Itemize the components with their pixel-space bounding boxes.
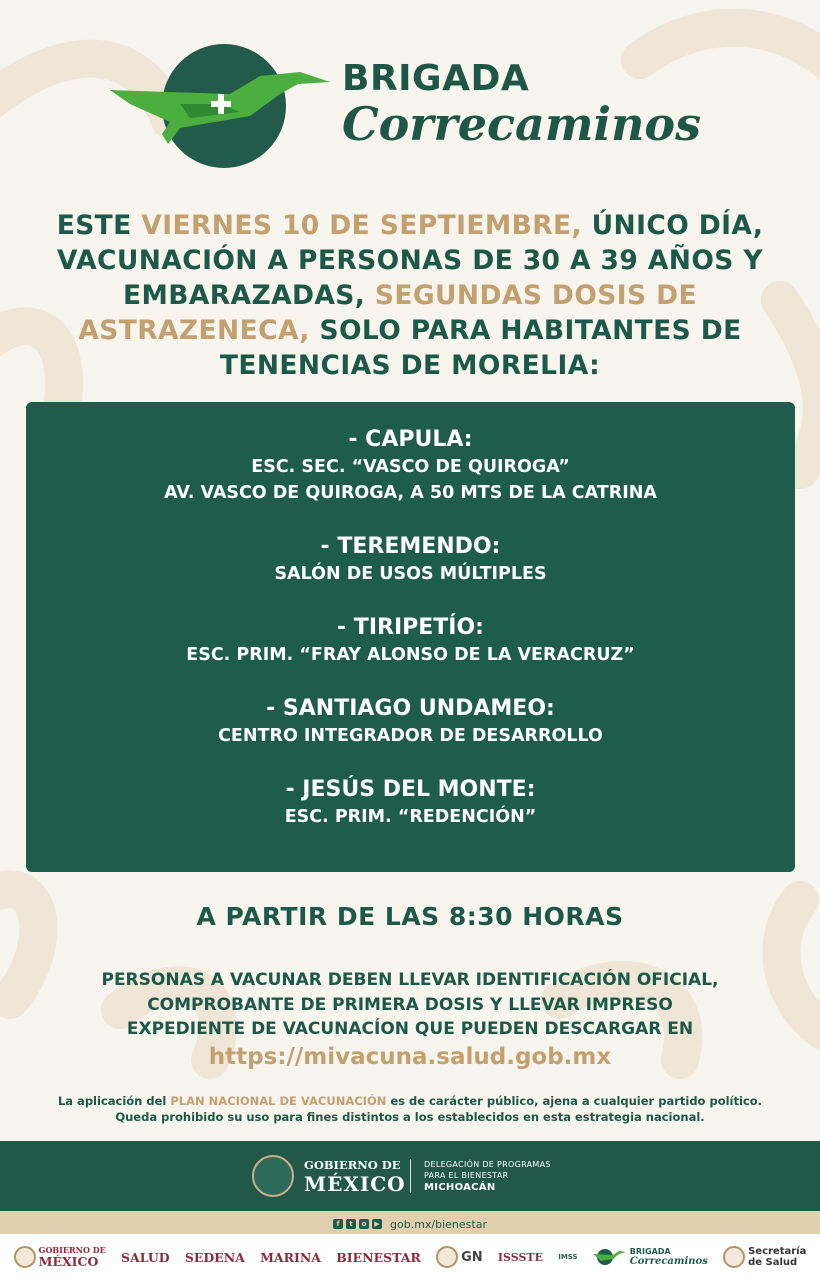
requirements-line-2: COMPROBANTE DE PRIMERA DOSIS Y LLEVAR IMPRESO	[147, 994, 673, 1015]
brigada-logo	[110, 42, 730, 172]
headline	[30, 208, 790, 383]
headline-part-1: ESTE	[56, 210, 142, 241]
logo-brigada-line-1: BRIGADA	[629, 1247, 671, 1256]
location-line: SALÓN DE USOS MÚLTIPLES	[274, 564, 547, 584]
footer-government-band	[0, 1141, 820, 1211]
social-links	[333, 1218, 487, 1231]
delegacion-text	[424, 1160, 551, 1194]
logo-gob-line-2: MÉXICO	[38, 1254, 99, 1269]
requirements	[20, 968, 800, 1072]
gn-seal-icon	[436, 1246, 458, 1268]
brand-line-2: Correcaminos	[342, 97, 702, 151]
divider	[410, 1159, 411, 1193]
disclaimer-plan: PLAN NACIONAL DE VACUNACIÓN	[170, 1094, 387, 1108]
location-item	[26, 614, 795, 668]
logo-ss-line-1: Secretaría	[748, 1246, 807, 1257]
location-line: ESC. SEC. “VASCO DE QUIROGA”	[251, 457, 570, 477]
brand-line-1: BRIGADA	[342, 58, 530, 99]
logo-gobierno-mexico	[14, 1246, 106, 1268]
headline-part-5: SOLO PARA HABITANTES DE TENENCIAS DE MORELIA:	[219, 315, 742, 381]
logo-sedena-text: SEDENA	[184, 1249, 245, 1265]
logo-salud	[121, 1251, 170, 1264]
gobierno-line-2: MÉXICO	[304, 1172, 406, 1196]
national-seal-icon	[252, 1155, 294, 1197]
seal-icon	[14, 1246, 36, 1268]
disclaimer-c: es de carácter público, ajena a cualquier partido político.	[386, 1094, 763, 1108]
logo-imss	[558, 1253, 577, 1261]
location-line: ESC. PRIM. “REDENCIÓN”	[284, 807, 537, 827]
bienestar-link[interactable]: gob.mx/bienestar	[390, 1217, 487, 1231]
logo-bienestar	[336, 1251, 421, 1264]
logo-brigada-line-2: Correcaminos	[629, 1256, 708, 1267]
location-line: CENTRO INTEGRADOR DE DESARROLLO	[218, 726, 603, 746]
logo-brigada	[593, 1247, 708, 1267]
instagram-icon[interactable]: o	[359, 1219, 369, 1229]
facebook-icon[interactable]: f	[333, 1219, 343, 1229]
location-title: - TIRIPETÍO:	[337, 615, 484, 640]
logo-imss-text: IMSS	[558, 1253, 578, 1261]
location-item	[26, 426, 795, 506]
twitter-icon[interactable]: t	[346, 1219, 356, 1229]
delegacion-line-3: MICHOACÁN	[424, 1182, 496, 1193]
logo-marina-text: MARINA	[260, 1249, 321, 1265]
disclaimer-a: La aplicación del	[57, 1094, 171, 1108]
logo-gn-text: GN	[461, 1249, 483, 1265]
locations-panel	[26, 402, 795, 872]
schedule-text: A PARTIR DE LAS 8:30 HORAS	[196, 902, 624, 931]
location-item	[26, 695, 795, 749]
requirements-line-3: EXPEDIENTE DE VACUNACÍON QUE PUEDEN DESCARGAR EN	[126, 1019, 694, 1039]
michoacan-seal-icon	[723, 1246, 745, 1268]
vaccine-url-link[interactable]: https://mivacuna.salud.gob.mx	[208, 1043, 612, 1070]
requirements-line-1: PERSONAS A VACUNAR DEBEN LLEVAR IDENTIFICACIÓN OFICIAL,	[101, 970, 719, 990]
partner-logos-strip	[0, 1234, 820, 1280]
location-line: ESC. PRIM. “FRAY ALONSO DE LA VERACRUZ”	[186, 645, 635, 665]
location-title: - CAPULA:	[348, 427, 473, 452]
location-item	[26, 533, 795, 587]
logo-issste	[498, 1251, 543, 1264]
delegacion-line-2: PARA EL BIENESTAR	[424, 1170, 509, 1180]
disclaimer	[10, 1093, 810, 1125]
youtube-icon[interactable]: ▶	[372, 1219, 382, 1229]
logo-marina	[260, 1251, 321, 1264]
gobierno-line-1: GOBIERNO DE	[304, 1158, 401, 1172]
location-line: AV. VASCO DE QUIROGA, A 50 MTS DE LA CATRINA	[164, 483, 657, 503]
roadrunner-small-icon	[593, 1248, 627, 1266]
logo-salud-text: SALUD	[121, 1249, 170, 1265]
logo-gn	[436, 1246, 483, 1268]
headline-part-3: ÚNICO DÍA, VACUNACIÓN A PERSONAS DE 30 A 39 AÑOS Y EMBARAZADAS,	[57, 210, 764, 311]
logo-bienestar-text: BIENESTAR	[336, 1249, 421, 1265]
logo-sedena	[185, 1251, 245, 1264]
location-title: - SANTIAGO UNDAMEO:	[266, 696, 555, 721]
delegacion-line-1: DELEGACIÓN DE PROGRAMAS	[424, 1160, 551, 1169]
disclaimer-d: Queda prohibido su uso para fines distintos a los establecidos en esta estrategia nacional.	[115, 1110, 705, 1124]
logo-secretaria-salud	[723, 1246, 806, 1268]
headline-dose: SEGUNDAS DOSIS DE ASTRAZENECA,	[78, 280, 698, 346]
location-item	[26, 776, 795, 830]
location-title: - JESÚS DEL MONTE:	[285, 777, 536, 802]
location-title: - TEREMENDO:	[320, 534, 501, 559]
roadrunner-icon	[110, 64, 340, 154]
logo-issste-text: ISSSTE	[497, 1250, 543, 1264]
logo-gob-line-1: GOBIERNO DE	[38, 1245, 106, 1255]
headline-date: VIERNES 10 DE SEPTIEMBRE,	[141, 210, 582, 241]
logo-ss-line-2: de Salud	[748, 1257, 798, 1268]
footer-social-band	[0, 1211, 820, 1234]
